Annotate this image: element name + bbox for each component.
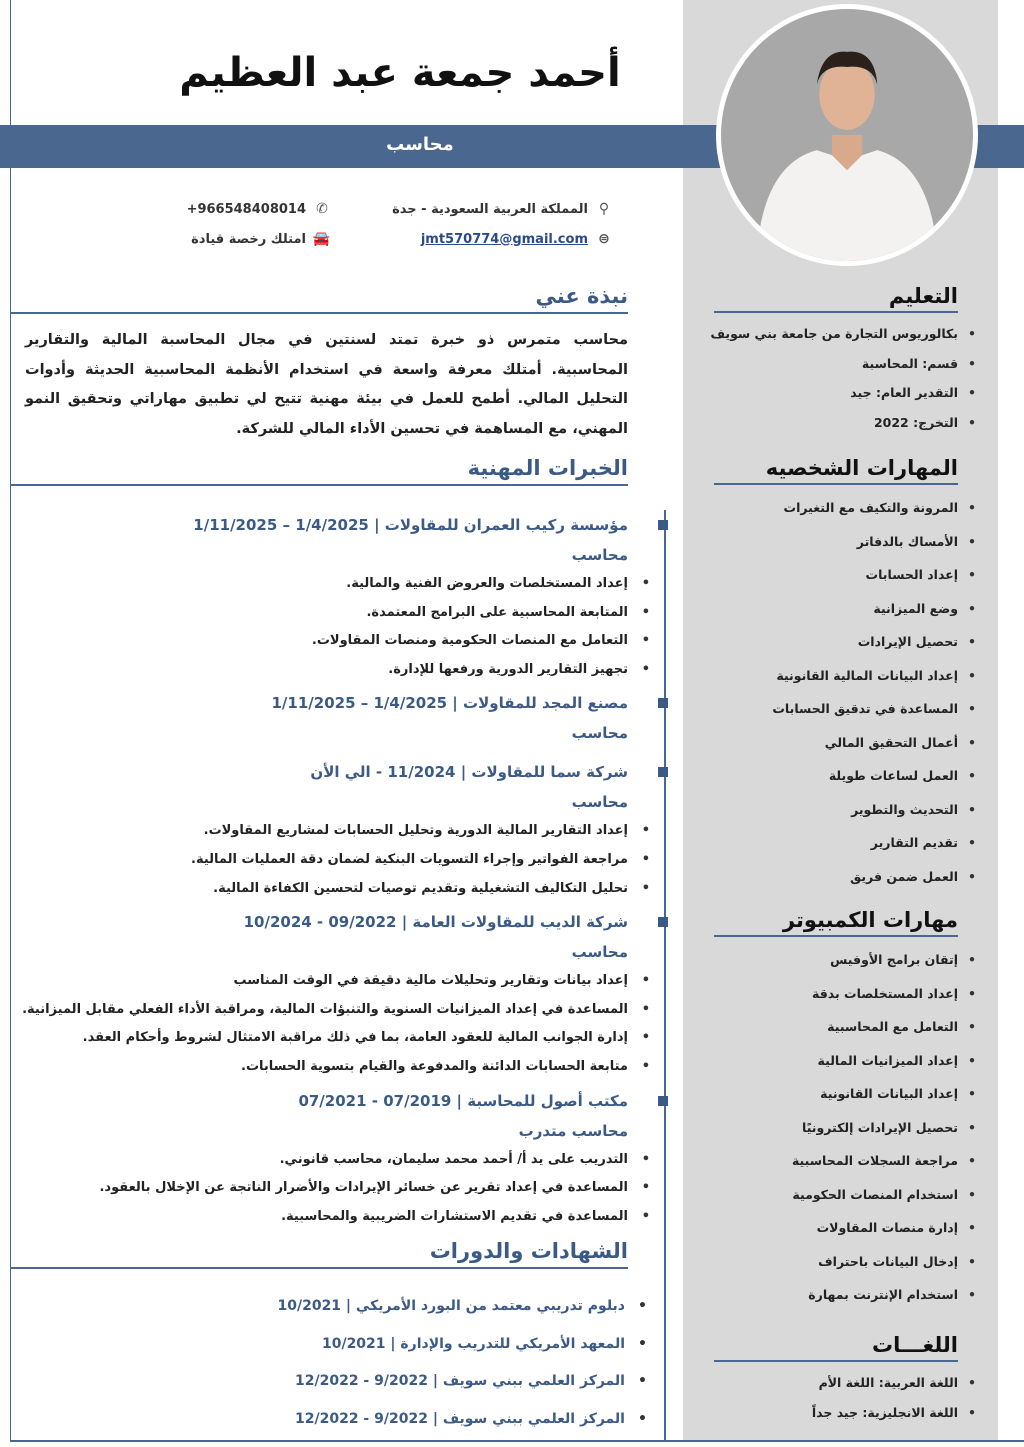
list-item: • التدريب على يد أ/ أحمد محمد سليمان، محاسب قانوني. [20, 1146, 628, 1175]
phone-text: +966548408014 [186, 201, 306, 217]
list-item: • المساعدة في إعداد تقرير عن خسائر الإيرادات والأضرار الناتجة عن الإخلال بالعقود. [20, 1174, 628, 1203]
contact-license [191, 231, 330, 247]
list-item: • التحديث والتطوير [714, 793, 958, 827]
experience-entry [20, 510, 628, 684]
phone-icon: ✆ [316, 201, 328, 217]
list-item: • إعداد الحسابات [714, 558, 958, 592]
location-text: المملكة العربية السعودية - جدة [392, 201, 588, 217]
list-item: • أعمال التحقيق المالي [714, 726, 958, 760]
personal-skills-section [714, 456, 958, 893]
list-item: • استخدام المنصات الحكومية [714, 1178, 958, 1212]
list-item: • مراجعة الفواتير وإجراء التسويات البنكية لضمان دقة العمليات المالية. [20, 846, 628, 875]
entry-bullets [20, 817, 628, 903]
list-item: • تحليل التكاليف التشغيلية وتقديم توصيات لتحسين الكفاءة المالية. [20, 875, 628, 904]
list-item: • بكالوريوس التجارة من جامعة بني سويف [714, 319, 958, 349]
list-item: • تجهيز التقارير الدورية ورفعها للإدارة. [20, 656, 628, 685]
education-list [710, 319, 958, 437]
list-item: • مراجعة السجلات المحاسبية [714, 1144, 958, 1178]
list-item: • إعداد بيانات وتقارير وتحليلات مالية دقيقة في الوقت المناسب [20, 967, 628, 996]
list-item: • دبلوم تدريبي معتمد من البورد الأمريكي | 10/2021 [20, 1291, 625, 1329]
about-text: محاسب متمرس ذو خبرة تمتد لسنتين في مجال المحاسبة المالية والتقارير المحاسبية. أمتلك معرفة واسعة في استخدام الأنظمة المحاسبية الحديثة وأدوات التحليل المالي. أطمح للعمل في بيئة مهنية تتيح لي تطبيق مهاراتي وتحقيق النمو المهني، مع المساهمة في تحسين الأداء المالي للشركة. [25, 332, 628, 438]
experience-entry [20, 1086, 628, 1232]
list-item: • المساعدة في تدقيق الحسابات [714, 692, 958, 726]
list-item: • التقدير العام: جيد [714, 378, 958, 408]
about-heading: نبذة عني [10, 284, 628, 314]
timeline-line [664, 510, 666, 1440]
list-item: • المرونة والتكيف مع التغيرات [714, 491, 958, 525]
computer-skills-heading: مهارات الكمبيوتر [714, 908, 958, 937]
personal-skills-list [714, 491, 958, 893]
list-item: • إدارة منصات المقاولات [714, 1211, 958, 1245]
profile-photo [716, 4, 978, 266]
entry-heading: مصنع المجد للمقاولات | 1/4/2025 – 1/11/2025 [271, 694, 628, 713]
list-item: • إدارة الجوانب المالية للعقود العامة، بما في ذلك مراقبة الامتثال لشروط وأحكام العقد. [20, 1024, 628, 1053]
license-text: امتلك رخصة قيادة [191, 231, 306, 247]
timeline-marker-icon [658, 1096, 668, 1106]
experience-entry [20, 757, 628, 903]
entry-role: محاسب [571, 546, 628, 564]
contact-phone [187, 201, 330, 217]
list-item: • المركز العلمي ببني سويف | 9/2022 - 12/2022 [20, 1404, 625, 1442]
list-item: • التعامل مع المنصات الحكومية ومنصات المقاولات. [20, 627, 628, 656]
list-item: • التعامل مع المحاسبية [714, 1010, 958, 1044]
list-item: • إتقان برامج الأوفيس [714, 943, 958, 977]
list-item: • استخدام الإنترنت بمهارة [714, 1278, 958, 1312]
list-item: • المعهد الأمريكي للتدريب والإدارة | 10/2021 [20, 1329, 625, 1367]
list-item: • إعداد المستخلصات بدقة [714, 977, 958, 1011]
list-item: • إدخال البيانات باحتراف [714, 1245, 958, 1279]
list-item: • إعداد التقارير المالية الدورية وتحليل الحسابات لمشاريع المقاولات. [20, 817, 628, 846]
education-section [710, 284, 958, 437]
list-item: • التخرج: 2022 [714, 408, 958, 438]
timeline-marker-icon [658, 520, 668, 530]
experience-heading: الخبرات المهنية [10, 456, 628, 486]
list-item: • تحصيل الإيرادات [714, 625, 958, 659]
list-item: • تقديم التقارير [714, 826, 958, 860]
list-item: • العمل ضمن فريق [714, 860, 958, 894]
certificates-heading: الشهادات والدورات [10, 1239, 628, 1269]
list-item: • إعداد البيانات المالية القانونية [714, 659, 958, 693]
list-item: • اللغة الانجليزية: جيد جداً [714, 1398, 958, 1428]
experience-entry [20, 907, 628, 1081]
entry-heading: شركة الديب للمقاولات العامة | 09/2022 - 10/2024 [243, 913, 628, 932]
job-title: محاسب [386, 134, 454, 155]
contact-location [392, 201, 612, 217]
list-item: • اللغة العربية: اللغة الأم [714, 1368, 958, 1398]
entry-bullets [20, 1146, 628, 1232]
computer-skills-list [714, 943, 958, 1312]
personal-skills-heading: المهارات الشخصيه [714, 456, 958, 485]
entry-bullets [20, 570, 628, 684]
entry-heading: مكتب أصول للمحاسبة | 07/2019 - 07/2021 [298, 1091, 628, 1110]
candidate-name: أحمد جمعة عبد العظيم [179, 50, 621, 96]
list-item: • الأمساك بالدفاتر [714, 525, 958, 559]
list-item: • وضع الميزانية [714, 592, 958, 626]
location-pin-icon: ⚲ [598, 201, 610, 217]
computer-skills-section [714, 908, 958, 1312]
email-icon: ⊜ [598, 231, 610, 247]
entry-role: محاسب [571, 793, 628, 812]
car-icon: 🚘 [312, 231, 330, 247]
education-heading: التعليم [714, 284, 958, 313]
certificates-list [20, 1291, 625, 1441]
list-item: • المتابعة المحاسبية على البرامج المعتمدة. [20, 599, 628, 628]
entry-role: محاسب [571, 943, 628, 962]
list-item: • إعداد المستخلصات والعروض الفنية والمالية. [20, 570, 628, 599]
page-border-left [10, 0, 11, 1440]
list-item: • تحصيل الإيرادات إلكترونيًا [714, 1111, 958, 1145]
entry-heading: شركة سما للمقاولات | 11/2024 - الي الأن [310, 763, 628, 782]
list-item: • إعداد البيانات القانونية [714, 1077, 958, 1111]
languages-heading: اللغـــات [714, 1333, 958, 1362]
list-item: • المركز العلمي ببني سويف | 9/2022 - 12/2022 [20, 1366, 625, 1404]
list-item: • المساعدة في إعداد الميزانيات السنوية والتنبؤات المالية، ومراقبة الأداء الفعلي مقابل الميزانية. [20, 996, 628, 1025]
email-link[interactable]: jmt570774@gmail.com [420, 231, 588, 247]
list-item: • العمل لساعات طويلة [714, 759, 958, 793]
timeline-marker-icon [658, 917, 668, 927]
experience-entry [20, 688, 628, 748]
experience-list [20, 510, 628, 1235]
entry-bullets [20, 967, 628, 1081]
list-item: • قسم: المحاسبة [714, 349, 958, 379]
languages-section [714, 1333, 958, 1427]
languages-list [714, 1368, 958, 1427]
list-item: • إعداد الميزانيات المالية [714, 1044, 958, 1078]
list-item: • متابعة الحسابات الدائنة والمدفوعة والقيام بتسوية الحسابات. [20, 1053, 628, 1082]
entry-role: محاسب [571, 724, 628, 743]
entry-role: محاسب متدرب [518, 1121, 628, 1140]
timeline-marker-icon [658, 767, 668, 777]
list-item: • المساعدة في تقديم الاستشارات الضريبية والمحاسبية. [20, 1203, 628, 1232]
entry-heading: مؤسسة ركيب العمران للمقاولات | 1/4/2025 – 1/11/2025 [193, 516, 628, 534]
timeline-marker-icon [658, 698, 668, 708]
contact-email [421, 231, 612, 247]
